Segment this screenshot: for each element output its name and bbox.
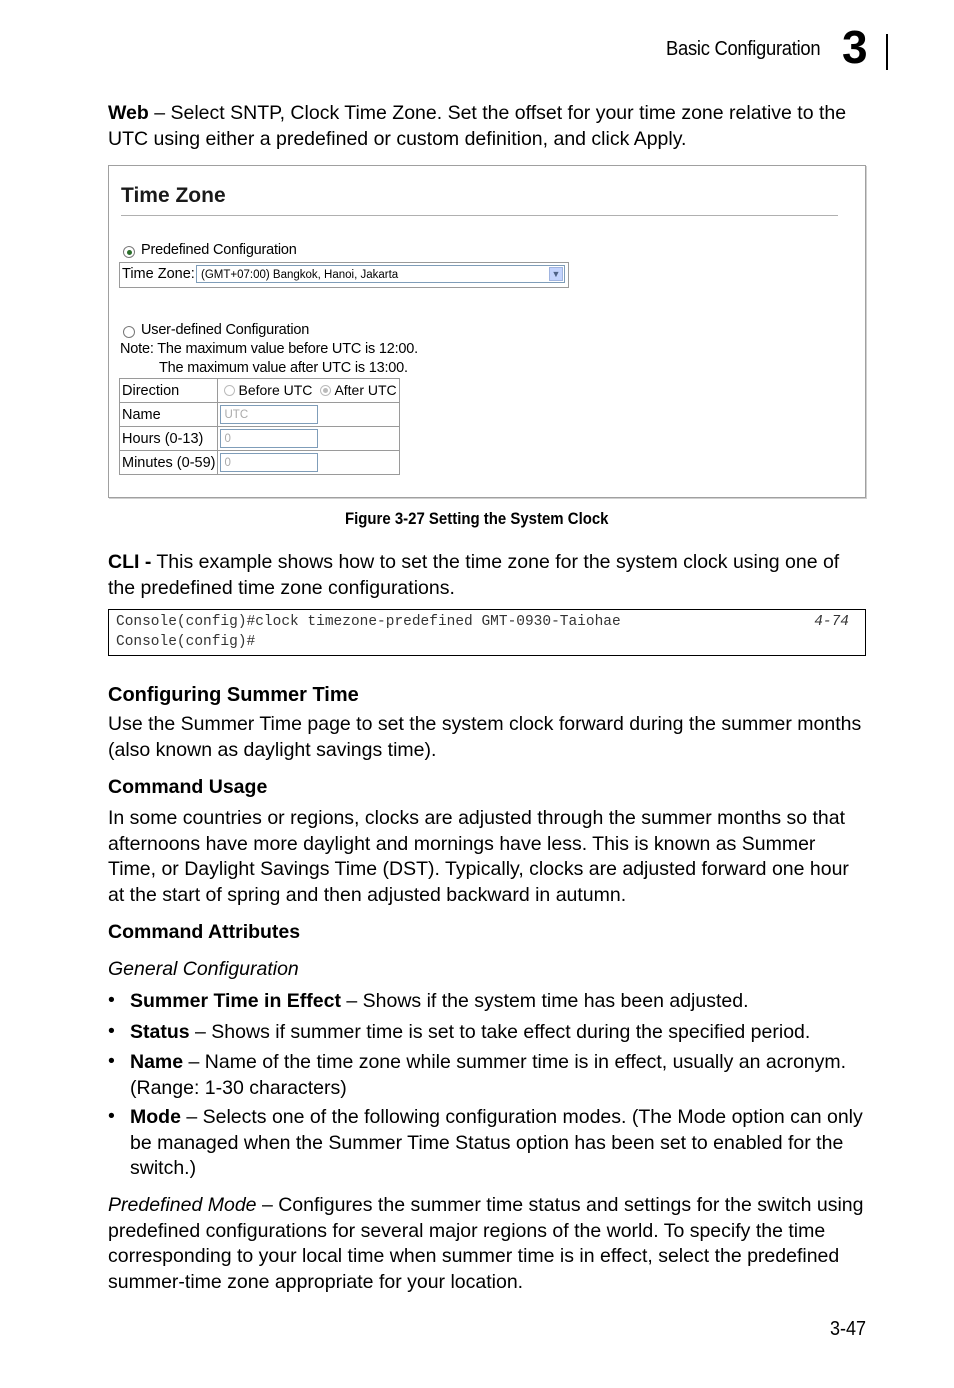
figure-caption: Figure 3-27 Setting the System Clock (345, 509, 609, 528)
predefined-mode-text: Predefined Mode – Configures the summer time status and settings for the switch using predefined configurations for several major regions of the world. To specify the time corresponding to your local time when summer time is in effect, select the predefined summer-time zone appropriate for your location. (108, 1194, 864, 1293)
predefined-config-label: Predefined Configuration (141, 242, 297, 258)
command-usage-heading: Command Usage (108, 776, 268, 798)
after-utc-radio[interactable] (320, 385, 331, 396)
web-label: Web (108, 102, 149, 124)
name-input[interactable]: UTC (220, 405, 318, 424)
command-usage-text: In some countries or regions, clocks are adjusted through the summer months so that afternoons have more daylight and mornings have less. This is known as Summer Time, or Daylight Savings Time (DST). Typically, clocks are adjusted forward one hour at the start of spring and then adjusted backward in autumn. (108, 807, 849, 906)
note-line-2: The maximum value after UTC is 13:00. (159, 360, 408, 376)
minutes-label: Minutes (0-59) (120, 451, 218, 475)
running-header: Basic Configuration (666, 38, 821, 60)
command-attributes-heading: Command Attributes (108, 921, 301, 943)
time-zone-row (119, 262, 569, 288)
time-zone-figure (108, 165, 866, 498)
section-heading: Configuring Summer Time (108, 684, 359, 706)
note-line-1: Note: The maximum value before UTC is 12:00. (120, 341, 418, 357)
user-defined-config-label: User-defined Configuration (141, 322, 310, 338)
before-utc-label: Before UTC (238, 382, 313, 398)
before-utc-radio[interactable] (224, 385, 235, 396)
bullet-marker: • (108, 1020, 115, 1042)
bullet-marker: • (108, 989, 115, 1011)
chapter-bar (886, 34, 888, 70)
summer-intro: Use the Summer Time page to set the system clock forward during the summer months (also known as daylight savings time). (108, 713, 862, 761)
user-defined-config-radio[interactable] (123, 326, 135, 338)
chapter-number: 3 (842, 21, 868, 73)
web-text: – Select SNTP, Clock Time Zone. Set the offset for your time zone relative to the UTC using either a predefined or custom definition, and click Apply. (108, 102, 847, 150)
web-instructions (108, 101, 868, 152)
cli-description (108, 550, 868, 601)
list-item: Mode – Selects one of the following configuration modes. (The Mode option can only be managed when the Summer Time Status option has been set to enabled for the switch.) (130, 1106, 863, 1179)
direction-label: Direction (120, 379, 218, 403)
general-config-label: General Configuration (108, 958, 299, 980)
page-number: 3-47 (830, 1318, 867, 1340)
time-zone-label: Time Zone: (122, 266, 195, 282)
hours-input[interactable]: 0 (220, 429, 318, 448)
title-divider (121, 215, 838, 216)
name-label: Name (120, 403, 218, 427)
table-row (120, 451, 400, 475)
user-defined-table (119, 378, 400, 475)
table-row (120, 379, 400, 403)
chevron-down-icon[interactable]: ▼ (549, 267, 563, 281)
cli-text: This example shows how to set the time zone for the system clock using one of the predefined time zone configurations. (108, 551, 840, 599)
predefined-config-radio[interactable] (123, 246, 135, 258)
code-reference: 4-74 (814, 614, 849, 630)
table-row (120, 403, 400, 427)
cli-label: CLI - (108, 551, 152, 573)
list-item: Status – Shows if summer time is set to take effect during the specified period. (130, 1021, 811, 1043)
table-row (120, 427, 400, 451)
direction-options (218, 379, 399, 403)
code-line-1: Console(config)#clock timezone-predefined GMT-0930-Taiohae (116, 614, 621, 630)
code-block (108, 609, 866, 656)
hours-label: Hours (0-13) (120, 427, 218, 451)
minutes-input[interactable]: 0 (220, 453, 318, 472)
time-zone-value: (GMT+07:00) Bangkok, Hanoi, Jakarta (201, 269, 399, 281)
list-item: Name – Name of the time zone while summer time is in effect, usually an acronym. (Range: 1-30 characters) (130, 1051, 847, 1099)
code-line-2: Console(config)# (116, 634, 256, 650)
list-item: Summer Time in Effect – Shows if the system time has been adjusted. (130, 990, 749, 1012)
time-zone-select[interactable] (196, 265, 565, 283)
figure-page-title: Time Zone (121, 184, 226, 207)
after-utc-label: After UTC (334, 382, 397, 398)
bullet-marker: • (108, 1050, 115, 1072)
bullet-marker: • (108, 1105, 115, 1127)
